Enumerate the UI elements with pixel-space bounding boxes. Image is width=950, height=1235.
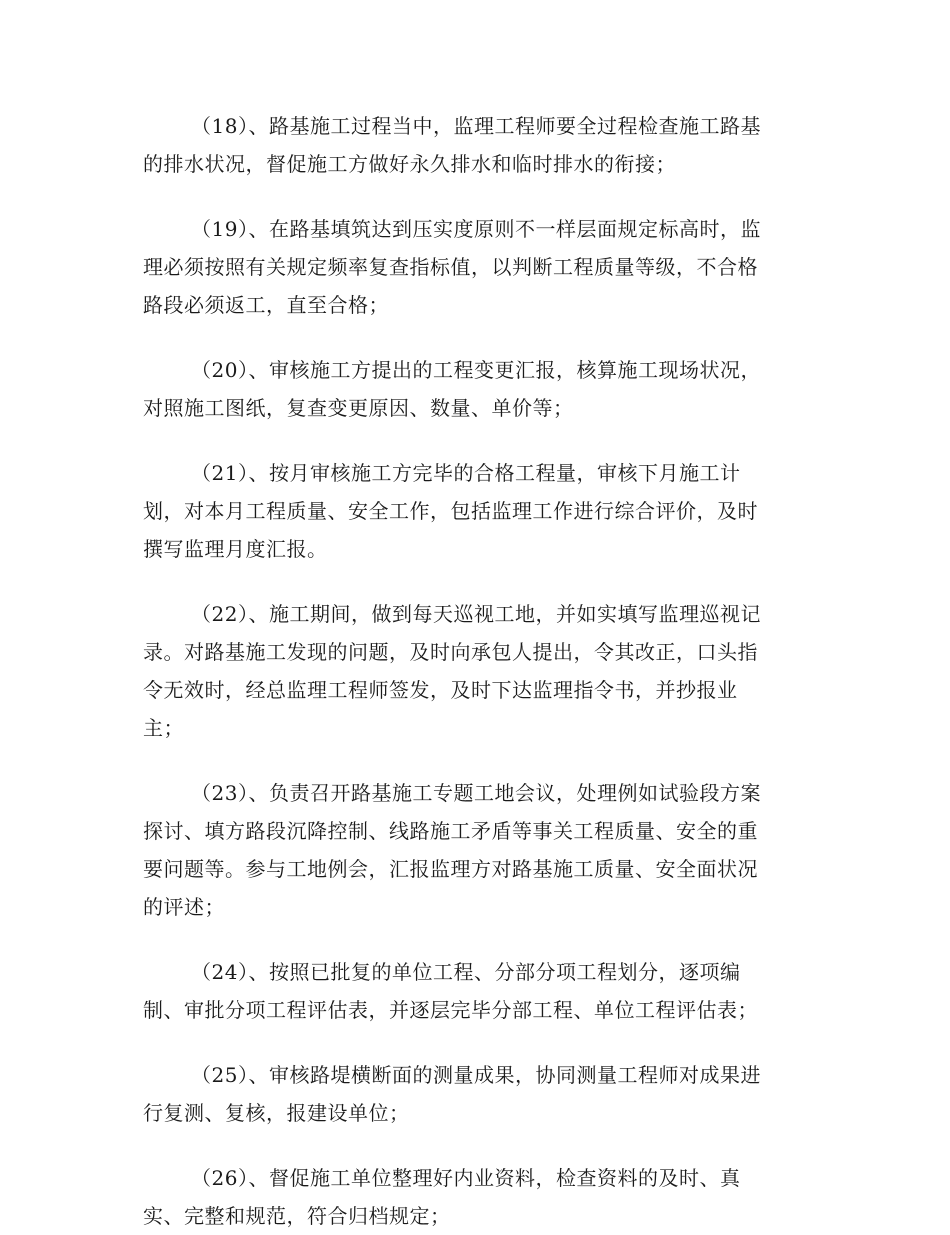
paragraph-line: 制、审批分项工程评估表，并逐层完毕分部工程、单位工程评估表； — [143, 998, 758, 1022]
paragraph-line: 路段必须返工，直至合格； — [143, 293, 389, 317]
document-body — [143, 107, 800, 1235]
paragraph-19 — [143, 210, 800, 324]
paragraph-line: （19）、在路基填筑达到压实度原则不一样层面规定标高时，监 — [191, 217, 761, 241]
paragraph-line: 主； — [143, 716, 184, 740]
paragraph-25 — [143, 1056, 800, 1132]
paragraph-21 — [143, 454, 800, 568]
paragraph-26 — [143, 1159, 800, 1235]
paragraph-22 — [143, 595, 800, 747]
paragraph-18 — [143, 107, 800, 183]
paragraph-line: 的排水状况，督促施工方做好永久排水和临时排水的衔接； — [143, 152, 676, 176]
paragraph-23 — [143, 774, 800, 926]
paragraph-line: 探讨、填方路段沉降控制、线路施工矛盾等事关工程质量、安全的重 — [143, 819, 758, 843]
paragraph-line: 实、完整和规范，符合归档规定； — [143, 1204, 451, 1228]
paragraph-line: 录。对路基施工发现的问题，及时向承包人提出，令其改正，口头指 — [143, 640, 758, 664]
paragraph-20 — [143, 351, 800, 427]
paragraph-line: 划，对本月工程质量、安全工作，包括监理工作进行综合评价，及时 — [143, 499, 758, 523]
paragraph-line: 行复测、复核，报建设单位； — [143, 1101, 410, 1125]
paragraph-line: 对照施工图纸，复查变更原因、数量、单价等； — [143, 396, 574, 420]
paragraph-line: （26）、督促施工单位整理好内业资料，检查资料的及时、真 — [191, 1166, 741, 1190]
paragraph-line: 要问题等。参与工地例会，汇报监理方对路基施工质量、安全面状况 — [143, 857, 758, 881]
paragraph-line: 令无效时，经总监理工程师签发，及时下达监理指令书，并抄报业 — [143, 678, 738, 702]
paragraph-line: 理必须按照有关规定频率复查指标值，以判断工程质量等级，不合格 — [143, 255, 758, 279]
paragraph-line: （22）、施工期间，做到每天巡视工地，并如实填写监理巡视记 — [191, 602, 761, 626]
paragraph-line: （18）、路基施工过程当中，监理工程师要全过程检查施工路基 — [191, 114, 761, 138]
paragraph-line: （24）、按照已批复的单位工程、分部分项工程划分，逐项编 — [191, 960, 741, 984]
paragraph-24 — [143, 953, 800, 1029]
paragraph-line: 撰写监理月度汇报。 — [143, 537, 328, 561]
paragraph-line: （21）、按月审核施工方完毕的合格工程量，审核下月施工计 — [191, 461, 741, 485]
paragraph-line: （25）、审核路堤横断面的测量成果，协同测量工程师对成果进 — [191, 1063, 761, 1087]
paragraph-line: （23）、负责召开路基施工专题工地会议，处理例如试验段方案 — [191, 781, 761, 805]
paragraph-line: （20）、审核施工方提出的工程变更汇报，核算施工现场状况， — [191, 358, 761, 382]
paragraph-line: 的评述； — [143, 895, 225, 919]
